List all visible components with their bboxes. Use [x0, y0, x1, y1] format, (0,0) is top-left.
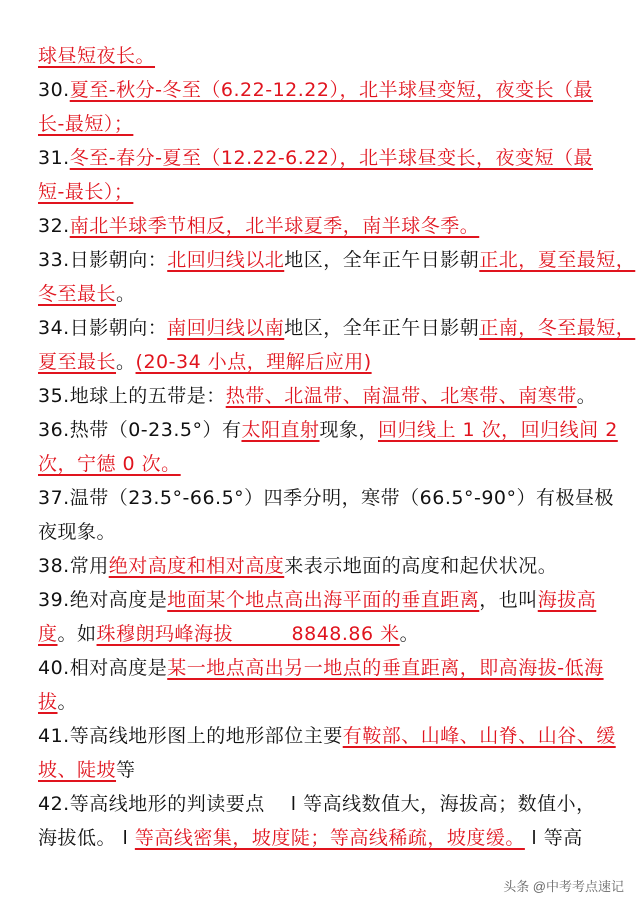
static-text: 等 [116, 759, 136, 781]
static-text: 41.等高线地形图上的地形部位主要 [38, 725, 343, 747]
text-line-2 [38, 74, 622, 106]
text-line-18 [38, 618, 622, 650]
answer-text: 北回归线以北 [167, 249, 285, 271]
text-line-6 [38, 210, 622, 242]
static-text: l 等高 [524, 827, 583, 849]
answer-text: 珠穆朗玛峰海拔 8848.86 米 [96, 623, 400, 645]
answer-text: 次，宁德 0 次。 [38, 453, 181, 475]
static-text: 。 [576, 385, 597, 407]
text-line-22 [38, 754, 622, 786]
static-text: ，也叫 [479, 589, 538, 611]
static-text: 38.常用 [38, 555, 109, 577]
answer-text: 南北半球季节相反，北半球夏季，南半球冬季。 [69, 215, 480, 237]
item-number: 30. [38, 79, 70, 101]
static-text: 。如 [57, 623, 97, 645]
static-text: 来表示地面的高度和起伏状况。 [284, 555, 558, 577]
static-text: 地区，全年正午日影朝 [284, 249, 480, 271]
static-text: 36.热带（0-23.5°）有 [38, 419, 242, 441]
answer-text: 热带、北温带、南温带、北寒带、南寒带 [225, 385, 577, 407]
static-text: 42.等高线地形的判读要点 l 等高线数值大，海拔高；数值小， [38, 793, 596, 815]
answer-text: 夏至-秋分-冬至（6.22-12.22），北半球昼变短，夜变长（最 [69, 79, 593, 101]
static-text: 地区，全年正午日影朝 [284, 317, 480, 339]
answer-text: 地面某个地点高出海平面的垂直距离 [167, 589, 480, 611]
answer-text: 坡、陡坡 [38, 759, 117, 781]
answer-text: 正北，夏至最短， [479, 249, 636, 271]
text-line-20 [38, 686, 622, 718]
item-number: 31. [38, 147, 70, 169]
answer-text: 有鞍部、山峰、山脊、山谷、缓 [342, 725, 616, 747]
text-line-24 [38, 822, 622, 854]
text-line-16 [38, 550, 622, 582]
static-text: 。 [399, 623, 420, 645]
item-number: 32. [38, 215, 70, 237]
text-line-14 [38, 482, 622, 514]
answer-text: 拔 [38, 691, 58, 713]
static-text: 现象， [319, 419, 378, 441]
static-text: 35.地球上的五带是： [38, 385, 226, 407]
answer-text: 冬至-春分-夏至（12.22-6.22），北半球昼变长，夜变短（最 [69, 147, 593, 169]
static-text: 33.日影朝向： [38, 249, 168, 271]
note-text: (20-34 小点，理解后应用) [135, 351, 372, 373]
answer-text: 冬至最长 [38, 283, 117, 305]
answer-text: 正南，冬至最短， [479, 317, 636, 339]
text-line-1 [38, 40, 622, 72]
answer-text: 回归线上 1 次，回归线间 2 [378, 419, 618, 441]
text-line-23 [38, 788, 622, 820]
text-line-17 [38, 584, 622, 616]
static-text: 40.相对高度是 [38, 657, 168, 679]
text-line-13 [38, 448, 622, 480]
text-line-11 [38, 380, 622, 412]
answer-text: 度 [38, 623, 58, 645]
static-text: 。 [57, 691, 78, 713]
answer-text: 球昼短夜长。 [38, 45, 156, 67]
text-line-8 [38, 278, 622, 310]
static-text: 39.绝对高度是 [38, 589, 168, 611]
text-line-4 [38, 142, 622, 174]
answer-text: 海拔高 [537, 589, 597, 611]
answer-text: 绝对高度和相对高度 [108, 555, 285, 577]
answer-text: 短-最长）； [38, 181, 134, 203]
text-line-9 [38, 312, 636, 344]
text-line-3 [38, 108, 622, 140]
answer-text: 太阳直射 [241, 419, 320, 441]
answer-text: 夏至最长 [38, 351, 117, 373]
text-line-7 [38, 244, 636, 276]
static-text: 海拔低。 l [38, 827, 135, 849]
text-line-12 [38, 414, 622, 446]
static-text: 夜现象。 [38, 521, 117, 543]
text-line-10 [38, 346, 622, 378]
answer-text: 南回归线以南 [167, 317, 285, 339]
text-line-15 [38, 516, 622, 548]
watermark: 头条 @中考考点速记 [503, 879, 624, 894]
text-line-21 [38, 720, 622, 752]
answer-text: 某一地点高出另一地点的垂直距离，即高海拔-低海 [167, 657, 604, 679]
answer-text: 等高线密集，坡度陡；等高线稀疏，坡度缓。 [134, 827, 525, 849]
answer-text: 长-最短）； [38, 113, 134, 135]
static-text: 。 [116, 351, 136, 373]
text-line-5 [38, 176, 622, 208]
static-text: 。 [116, 283, 136, 305]
static-text: 37.温带（23.5°-66.5°）四季分明，寒带（66.5°-90°）有极昼极 [38, 487, 615, 509]
static-text: 34.日影朝向： [38, 317, 168, 339]
text-line-19 [38, 652, 622, 684]
